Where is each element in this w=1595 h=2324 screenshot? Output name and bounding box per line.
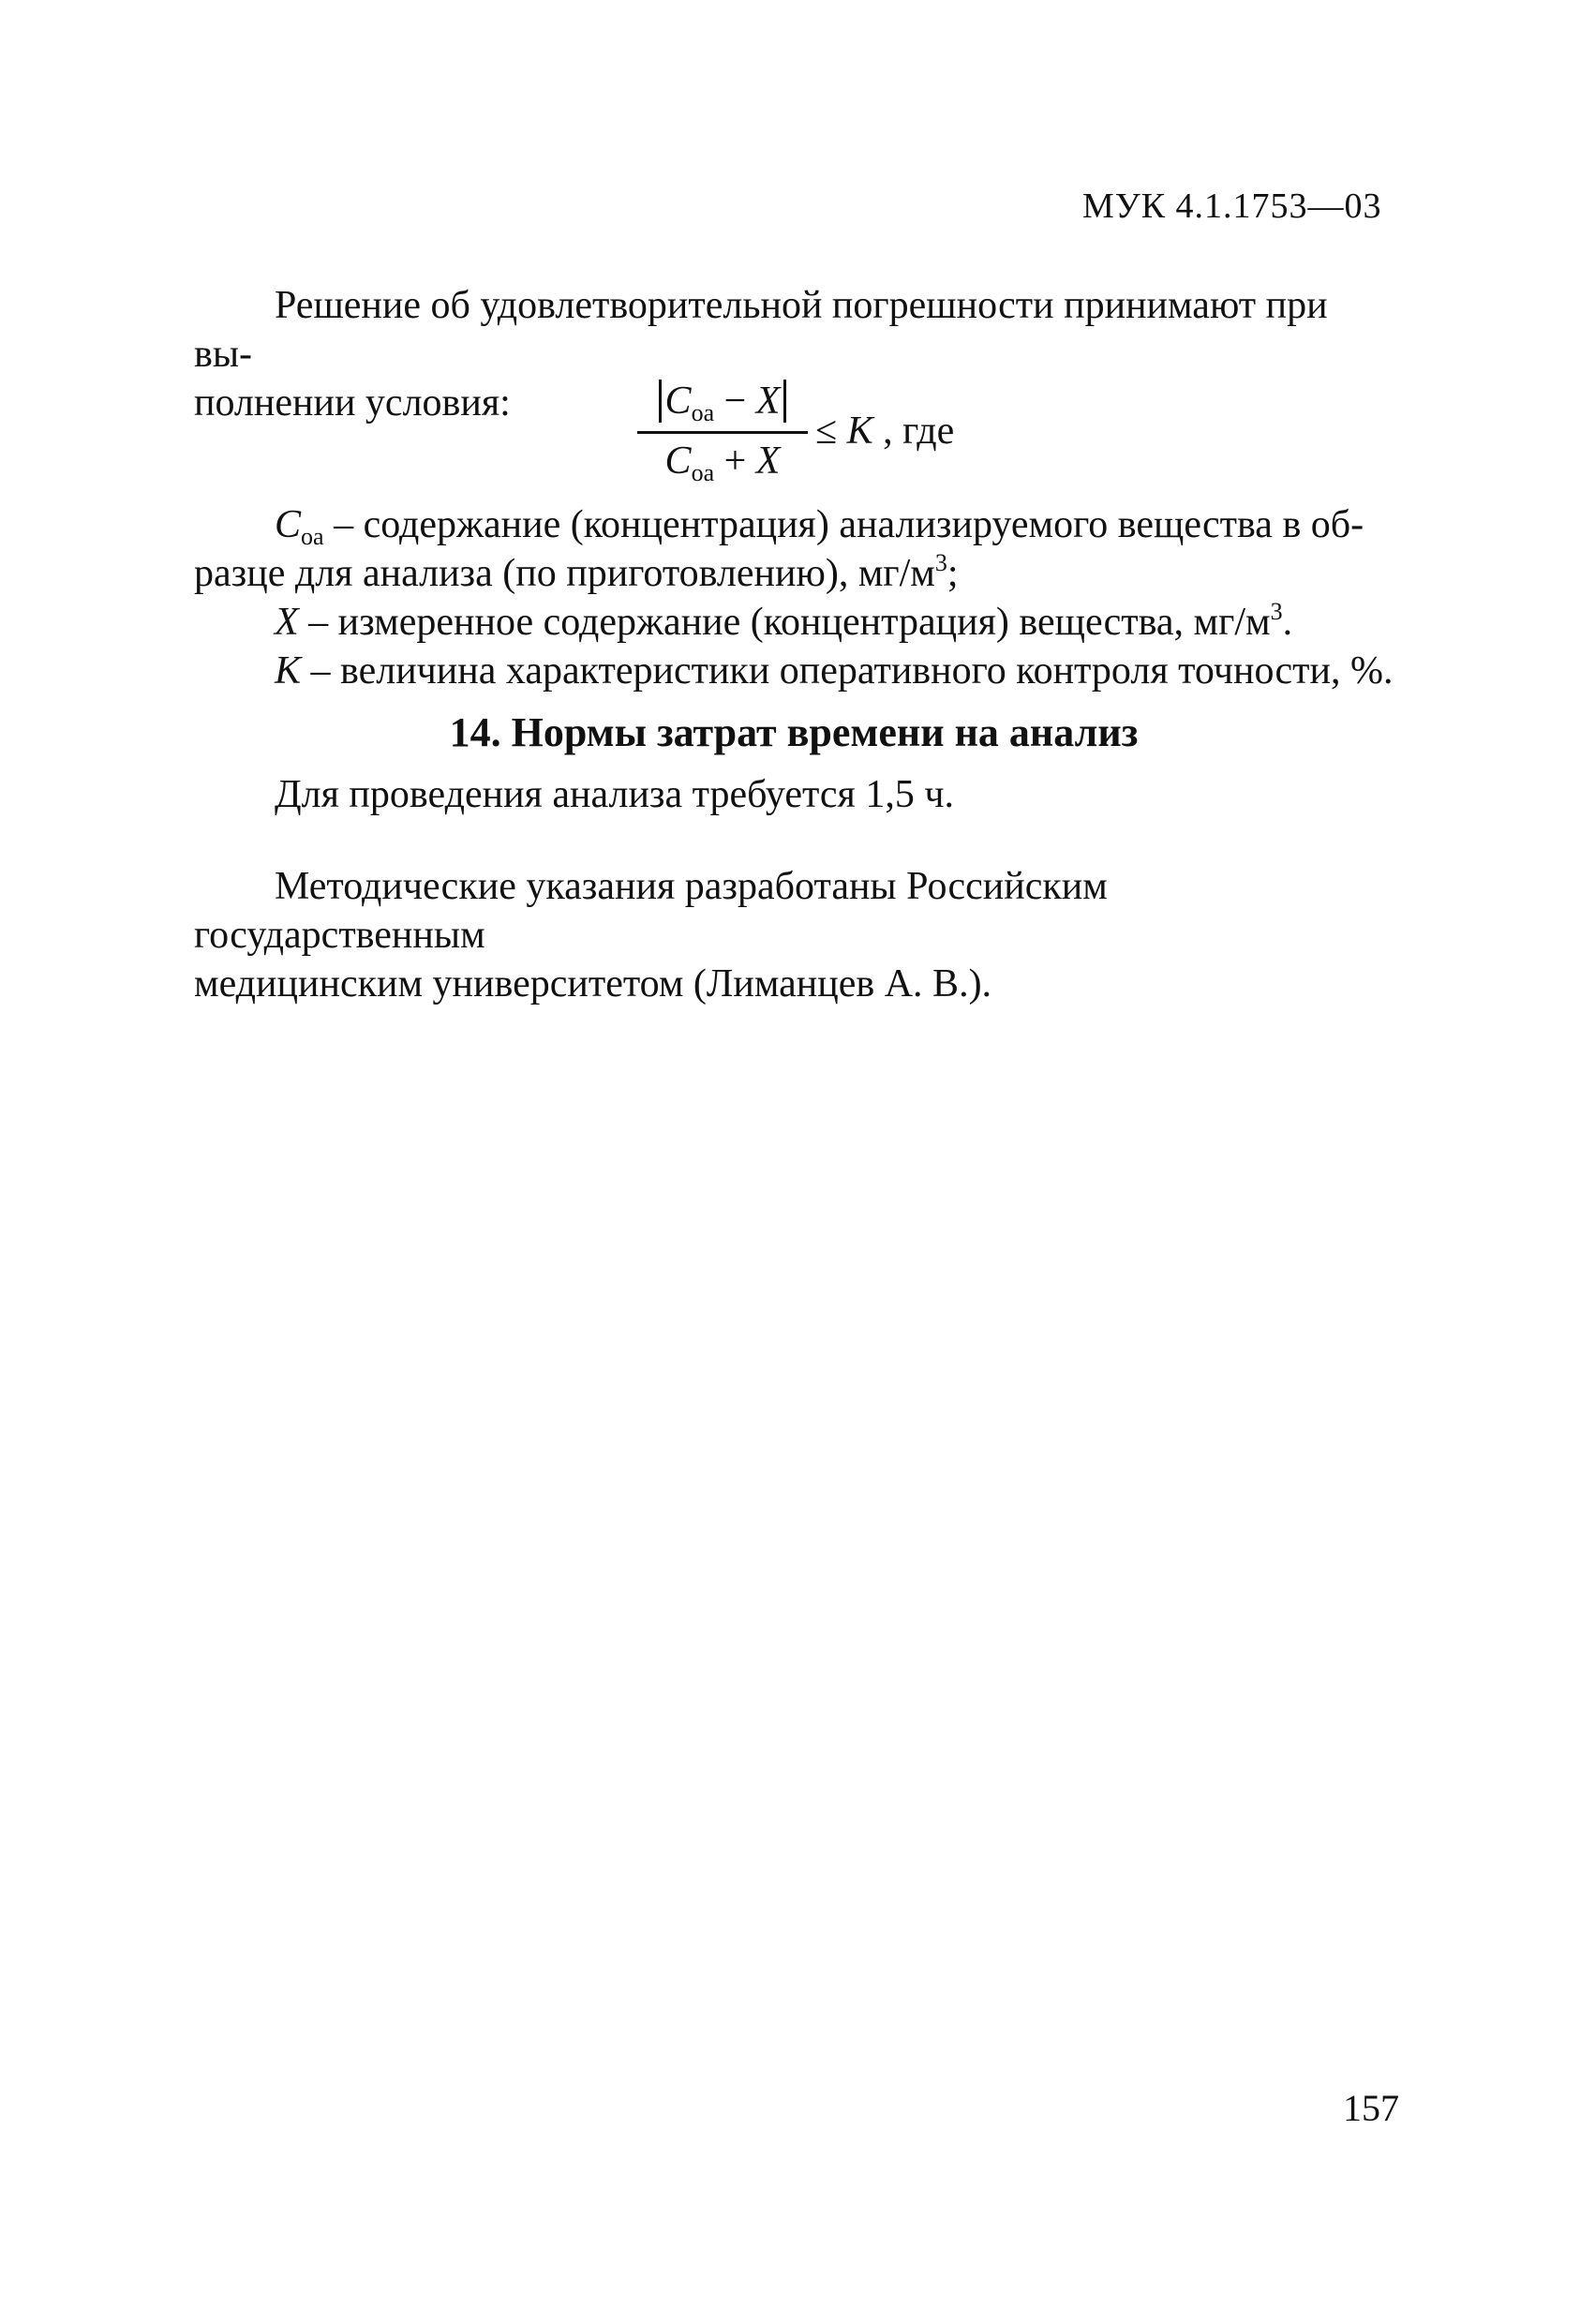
def-c-line-2 — [194, 549, 1394, 598]
where-word: , где — [872, 410, 955, 453]
def-x-sup: 3 — [1270, 598, 1283, 625]
def-c-sub: oa — [301, 523, 324, 550]
absolute-value — [659, 380, 787, 426]
def-c-symbol: C — [275, 503, 302, 546]
definitions-block — [194, 500, 1394, 695]
def-c-sup: 3 — [934, 549, 947, 576]
formula-numerator — [637, 377, 808, 425]
def-x-end: . — [1282, 601, 1293, 644]
plus-sign: + — [714, 439, 756, 483]
page-number: 157 — [1343, 2087, 1399, 2129]
def-x-line — [194, 598, 1394, 647]
def-c-end: ; — [947, 552, 959, 595]
formula-fraction — [637, 369, 808, 491]
document-code: МУК 4.1.1753—03 — [1082, 186, 1382, 226]
var-c: C — [664, 380, 692, 423]
sub-oa: oa — [691, 399, 715, 426]
section-text — [194, 770, 1394, 819]
credits-line-1: Методические указания разработаны Российским государственным — [194, 865, 1108, 957]
fraction-bar — [637, 431, 808, 434]
leq-sign: ≤ — [815, 410, 847, 453]
def-k-line — [194, 647, 1394, 695]
def-x-symbol: X — [275, 601, 299, 644]
var-x: X — [755, 380, 781, 423]
var-k: K — [846, 410, 873, 453]
credits-paragraph — [194, 862, 1394, 1008]
formula-rhs — [815, 407, 954, 455]
section-text-line: Для проведения анализа требуется 1,5 ч. — [275, 773, 954, 816]
formula-denominator — [637, 437, 808, 485]
def-c-line-1 — [194, 500, 1394, 549]
def-c-text-2: разце для анализа (по приготовлению), мг/м — [194, 552, 935, 595]
def-k-text: – величина характеристики оперативного контроля точности, %. — [301, 649, 1394, 693]
var-x: X — [755, 439, 781, 483]
section-heading: 14. Нормы затрат времени на анализ — [449, 709, 1139, 755]
intro-line-1: Решение об удовлетворительной погрешности принимают при вы- — [194, 284, 1328, 376]
def-c-text-1: – содержание (концентрация) анализируемого вещества в об- — [323, 503, 1364, 546]
credits-line-2: медицинским университетом (Лиманцев А. В.). — [194, 962, 992, 1006]
def-x-text: – измеренное содержание (концентрация) вещества, мг/м — [298, 601, 1271, 644]
var-c: C — [664, 439, 692, 483]
def-k-symbol: K — [275, 649, 302, 693]
intro-line-2: полнении условия: — [194, 381, 511, 425]
accuracy-condition-formula — [637, 369, 1162, 491]
minus-sign: − — [714, 380, 756, 423]
sub-oa: oa — [691, 459, 715, 486]
